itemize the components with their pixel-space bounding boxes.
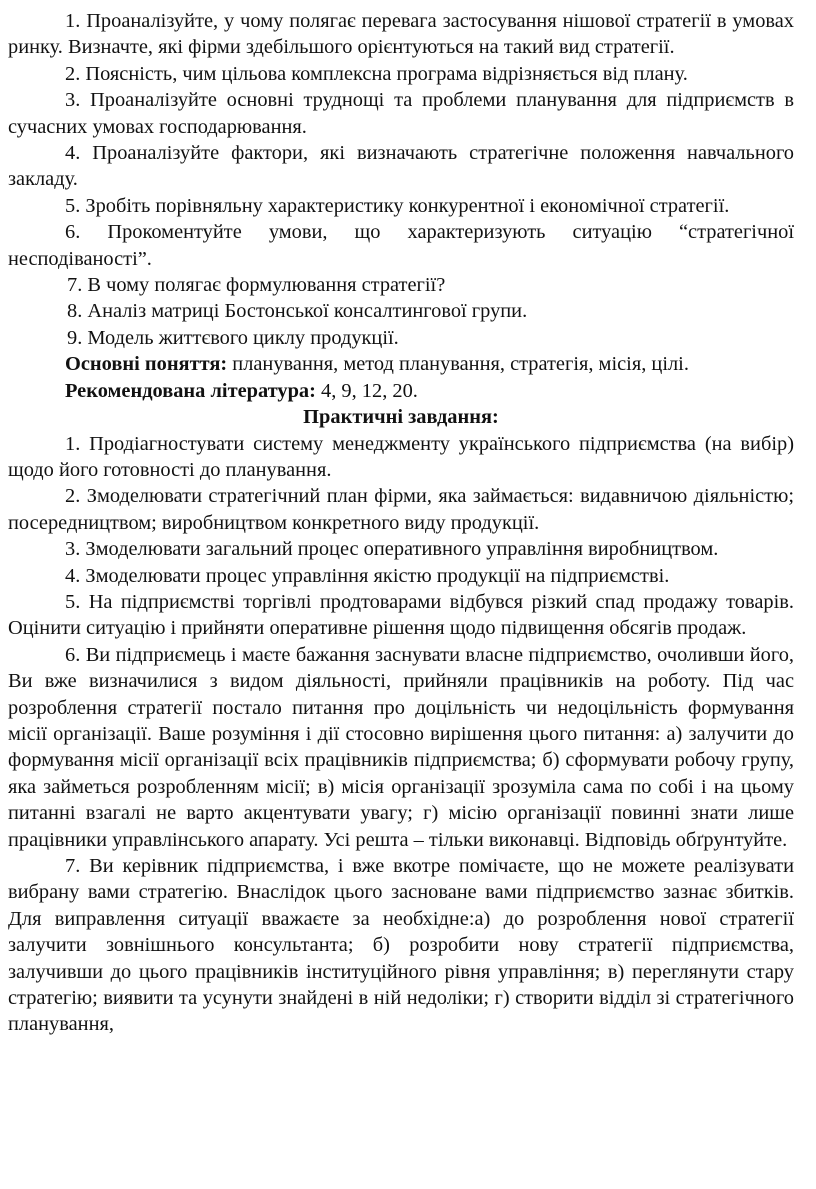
key-concepts bbox=[8, 351, 794, 377]
task-6: 6. Ви підприємець і маєте бажання заснувати власне підприємство, очоливши його, Ви вже визначилися з видом діяльності, прийняли працівників на роботу. Під час розроблення стратегії постало питання про доцільність чи недоцільність формування місії організації. Ваше розуміння і дії стосовно вирішення цього питання: а) залучити до формування місії організації всіх працівників підприємства; б) сформувати робочу групу, яка займеться розробленням місії; в) місія організації зрозуміла сама по собі і на цьому питанні взагалі не варто акцентувати увагу; г) місію організації повинні знати лише працівники управлінського апарату. Усі решта – тільки виконавці. Відповідь обґрунтуйте. bbox=[8, 643, 794, 851]
literature-text: 4, 9, 12, 20. bbox=[315, 379, 418, 402]
question-1: 1. Проаналізуйте, у чому полягає перевага застосування нішової стратегії в умовах ринку. Визначте, які фірми здебільшого орієнтуються на такий вид стратегії. bbox=[8, 10, 794, 59]
question-9: 9. Модель життєвого циклу продукції. bbox=[67, 326, 399, 349]
question-5: 5. Зробіть порівняльну характеристику конкурентної і економічної стратегії. bbox=[65, 194, 730, 217]
task-2: 2. Змоделювати стратегічний план фірми, яка займається: видавничою діяльністю; посередництвом; виробництвом конкретного виду продукції. bbox=[8, 485, 794, 534]
literature-label: Рекомендована література: bbox=[65, 379, 316, 402]
literature bbox=[8, 378, 794, 404]
task-7: 7. Ви керівник підприємства, і вже вкотре помічаєте, що не можете реалізувати вибрану вами стратегію. Внаслідок цього засноване вами підприємство зазнає збитків. Для виправлення ситуації вважаєте за необхідне:а) до розроблення нової стратегії залучити зовнішнього консультанта; б) розробити нову стратегії підприємства, залучивши до цього працівників інституційного рівня управління; в) переглянути стару стратегію; виявити та усунути знайдені в ній недоліки; г) створити відділ зі стратегічного планування, bbox=[8, 855, 794, 1036]
key-concepts-text: планування, метод планування, стратегія, місія, цілі. bbox=[227, 353, 689, 376]
practical-title: Практичні завдання: bbox=[303, 406, 499, 429]
question-6: 6. Прокоментуйте умови, що характеризують ситуацію “стратегічної несподіваності”. bbox=[8, 221, 794, 270]
question-7: 7. В чому полягає формулювання стратегії? bbox=[67, 274, 446, 297]
question-4: 4. Проаналізуйте фактори, які визначають стратегічне положення навчального закладу. bbox=[8, 142, 794, 191]
task-3: 3. Змоделювати загальний процес оперативного управління виробництвом. bbox=[65, 538, 719, 561]
question-2: 2. Поясність, чим цільова комплексна програма відрізняється від плану. bbox=[65, 62, 688, 85]
task-4: 4. Змоделювати процес управління якістю продукції на підприємстві. bbox=[65, 564, 670, 587]
question-8: 8. Аналіз матриці Бостонської консалтингової групи. bbox=[67, 300, 528, 323]
question-3: 3. Проаналізуйте основні труднощі та проблеми планування для підприємств в сучасних умовах господарювання. bbox=[8, 89, 794, 138]
task-1: 1. Продіагностувати систему менеджменту українського підприємства (на вибір) щодо його готовності до планування. bbox=[8, 432, 794, 481]
task-5: 5. На підприємстві торгівлі продтоварами відбувся різкий спад продажу товарів. Оцінити ситуацію і прийняти оперативне рішення щодо підвищення обсягів продаж. bbox=[8, 590, 794, 640]
key-concepts-label: Основні поняття: bbox=[65, 353, 228, 376]
